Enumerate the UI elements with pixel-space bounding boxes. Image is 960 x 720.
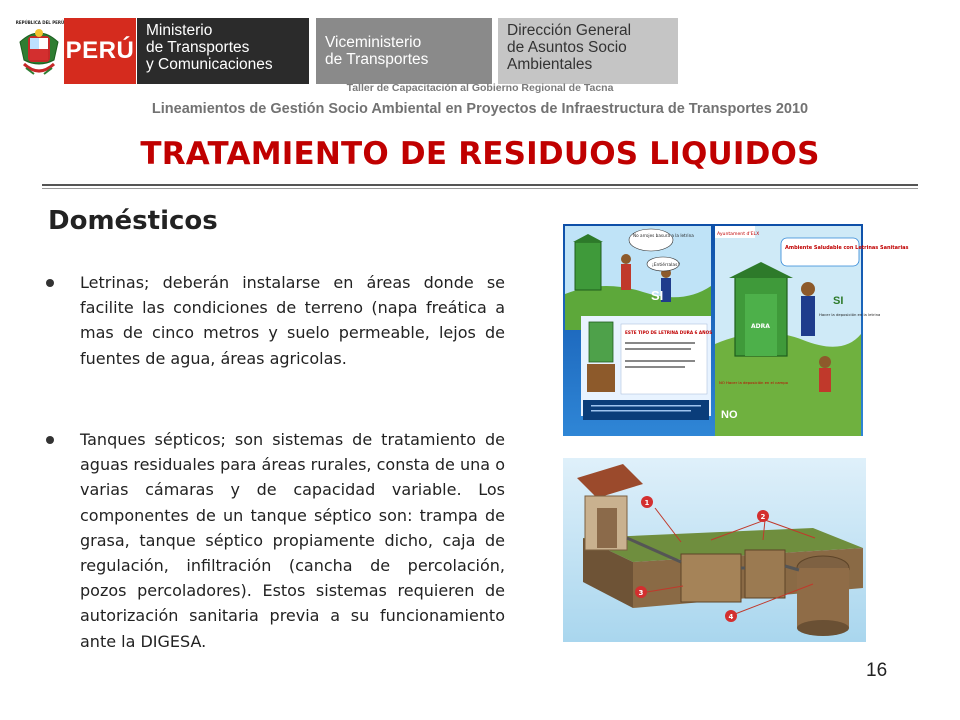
ministry-line: Ministerio <box>146 22 213 39</box>
callout-number: 2 <box>760 513 766 521</box>
speech-bubble-text: No arrojes basura a la letrina <box>633 233 694 238</box>
bullet-item-septic-tanks: Tanques sépticos; son sistemas de tratamiento de aguas residuales para áreas rurales, consta de una o varias cámaras y de capacidad variable. Los componentes de un tanque séptico son: trampa de grasa, tanque séptico propiamente dicho, caja de regulación, infiltración (cancha de percolación, pozos percoladores). Estos sistemas requieren de autorización sanitaria previa a su funcionamiento ante la DIGESA. <box>80 430 505 651</box>
si-label-right: SI <box>833 295 844 307</box>
vice-ministry-line: de Transportes <box>325 51 429 68</box>
callout-number: 4 <box>728 613 734 621</box>
directorate-line: Dirección General <box>507 22 632 39</box>
si-label: SI <box>651 288 664 303</box>
si-caption: Hacer la deposición en la letrina <box>819 312 881 317</box>
callout-number: 3 <box>638 589 644 597</box>
peru-brand: PERÚ <box>64 18 136 84</box>
poster-title: Ambiente Saludable con Letrinas Sanitarias <box>785 245 909 251</box>
ministry-logo <box>137 18 309 84</box>
bullet-icon <box>46 279 54 287</box>
septic-tank-diagram-image <box>563 458 866 642</box>
bullet-item-latrines: Letrinas; deberán instalarse en áreas donde se facilite las condiciones de terreno (napa freática a mas de cinco metros y suelo permeable, lejos de fuentes de agua, áreas agricolas. <box>80 273 505 368</box>
no-caption: NO Hacer la deposición en el campo <box>719 380 788 385</box>
guidelines-heading: Lineamientos de Gestión Socio Ambiental en Proyectos de Infraestructura de Transportes 2010 <box>151 101 809 117</box>
bullet-icon <box>46 436 54 444</box>
crest-label: REPÚBLICA DEL PERÚ <box>15 20 65 25</box>
vice-ministry-logo <box>316 18 492 84</box>
coat-of-arms-icon <box>14 20 64 82</box>
directorate-line: Ambientales <box>507 56 593 73</box>
info-box-title: ESTE TIPO DE LETRINA DURA 6 AÑOS <box>625 330 713 335</box>
latrine-poster-image <box>563 224 909 436</box>
directorate-logo <box>498 18 678 84</box>
slide-title: TRATAMIENTO DE RESIDUOS LIQUIDOS <box>140 136 820 172</box>
callout-number: 1 <box>644 499 650 507</box>
vice-ministry-line: Viceministerio <box>325 34 422 51</box>
title-divider <box>42 184 918 186</box>
no-label: NO <box>721 409 738 421</box>
ministry-line: y Comunicaciones <box>146 56 273 73</box>
section-subtitle: Domésticos <box>48 206 218 236</box>
title-divider-thin <box>42 188 918 189</box>
speech-bubble-text: ¡Entiérralas ! <box>652 263 681 268</box>
workshop-caption: Taller de Capacitación al Gobierno Regional de Tacna <box>346 82 614 94</box>
directorate-line: de Asuntos Socio <box>507 39 627 56</box>
door-label: ADRA <box>751 323 770 330</box>
poster-brand: Ayuntament d'ELX <box>717 232 760 237</box>
ministry-line: de Transportes <box>146 39 250 56</box>
page-number: 16 <box>866 660 888 681</box>
